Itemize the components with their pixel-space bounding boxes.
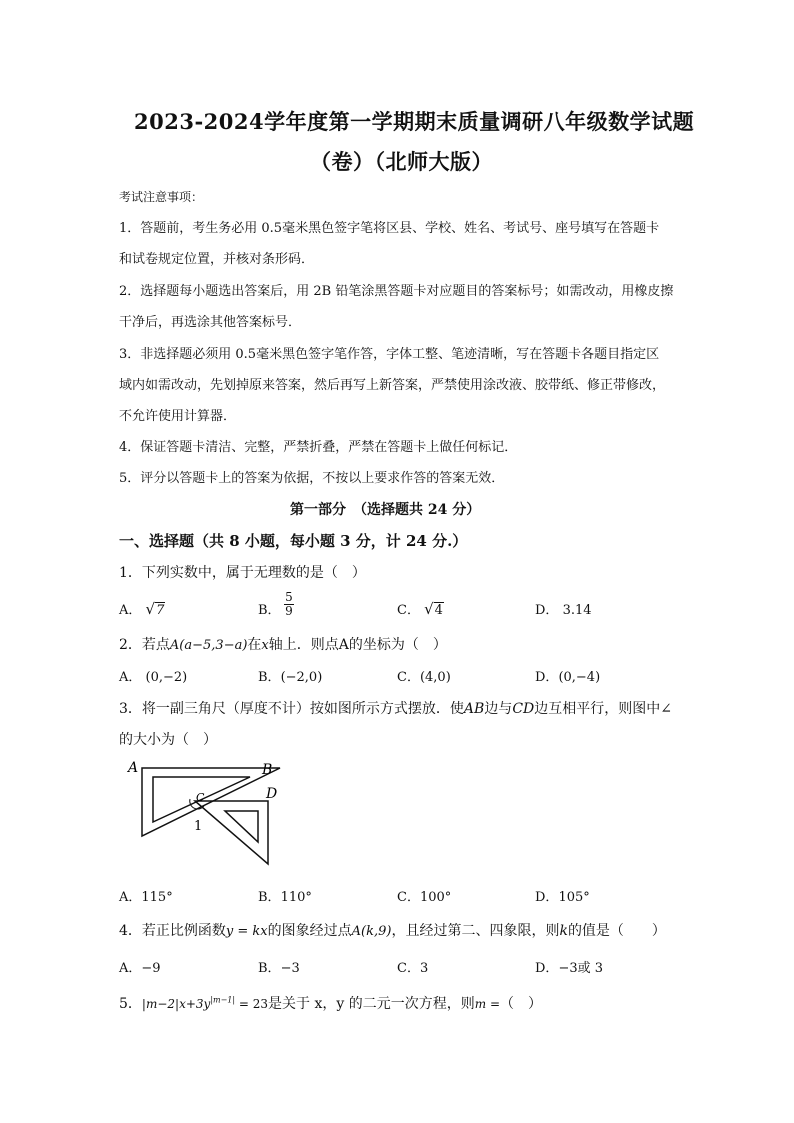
notice-line-6: 域内如需改动，先划掉原来答案，然后再写上新答案，严禁使用涂改液、胶带纸、修正带修改， [119,378,666,393]
q3-option-a-label: A． [119,890,142,905]
q5-text: 是关于 x，y 的二元一次方程，则 [268,996,475,1012]
exam-title-line2: （卷）（北师大版） [310,149,493,174]
big-set-square-outer [142,768,280,836]
q1-option-b-fraction [284,591,294,618]
q1-option-b-denominator: 9 [285,604,293,618]
q3-cd: CD [512,701,535,717]
q2-option-b-label: B． [258,670,281,685]
q3-option-c [397,886,451,905]
q1-option-b-label: B． [258,603,281,618]
q2-option-b-value: (−2,0) [280,670,323,685]
q1-option-d-value: 3.14 [562,603,592,618]
part-one-heading: 第一部分 （选择题共 24 分） [290,502,481,518]
q4-stem-post1: ，且经过第二、四象限，则 [391,923,560,939]
q4-option-b [258,957,300,976]
q3-stem-mid: 边与 [484,701,513,717]
q3-option-d [535,886,590,905]
q4-option-b-value: −3 [280,961,300,976]
q3-option-a [119,886,173,905]
q4-stem-pre: 4．若正比例函数 [119,923,226,939]
notice-line-1: 1．答题前，考生务必用 0.5毫米黑色签字笔将区县、学校、姓名、考试号、座号填写在答题卡 [119,221,660,236]
exam-title-line1: 2023-2024学年度第一学期期末质量调研八年级数学试题 [134,109,695,134]
q4-option-c-value: 3 [419,961,429,976]
q5-number: 5． [119,996,142,1012]
q3-stem-line2: 的大小为（ ） [119,732,217,748]
fig-label-d: D [266,786,278,802]
notice-heading: 考试注意事项： [119,190,204,204]
q2-stem-post: 轴上．则点A的坐标为（ ） [268,637,447,653]
q1-option-c-value: 4 [434,603,443,618]
fig-label-a: A [128,760,139,776]
notice-line-4: 干净后，再选涂其他答案标号． [119,315,302,330]
q4-k: k [559,923,568,939]
q2-stem [119,634,447,654]
q5-m: m = [474,997,501,1011]
notice-line-5: 3．非选择题必须用 0.5毫米黑色签字笔作答，字体工整、笔迹清晰，写在答题卡各题目指定区 [119,347,660,362]
q1-option-a-value: 7 [156,603,165,618]
q2-option-c [397,666,451,685]
q1-option-c [397,599,444,618]
q3-figure [120,756,295,871]
q3-stem-line1 [119,698,672,718]
q4-stem-post2: 的值是（ ） [567,923,666,939]
q2-option-c-value: (4,0) [419,670,451,685]
q4-option-c-label: C． [397,961,420,976]
q4-option-b-label: B． [258,961,281,976]
q4-option-d-value: −3或 3 [558,961,604,976]
q2-stem-pre: 2．若点 [119,637,170,653]
q1-option-c-label: C． [397,603,420,618]
q2-point: A(a−5,3−a) [169,638,248,653]
q3-option-b-value: 110° [280,890,312,905]
q5-paren: （ ） [500,996,543,1012]
q4-option-a-label: A． [119,961,142,976]
q5-equation-rhs: = 23 [235,997,269,1011]
q1-option-a [119,599,165,618]
notice-line-7: 不允许使用计算器． [119,409,237,424]
q5-equation: |m−2|x+3y [141,997,211,1011]
q3-option-b-label: B． [258,890,281,905]
q3-option-a-value: 115° [141,890,173,905]
q1-option-b-numerator: 5 [285,590,293,604]
q3-option-d-label: D． [535,890,559,905]
q3-stem-pre: 3．将一副三角尺（厚度不计）按如图所示方式摆放．使 [119,701,464,717]
notice-line-2: 和试卷规定位置，并核对条形码． [119,252,315,267]
q1-option-a-label: A． [119,603,142,618]
q1-option-d [535,599,592,618]
notice-line-8: 4．保证答题卡清洁、完整，严禁折叠，严禁在答题卡上做任何标记． [119,440,518,455]
small-set-square-inner [225,811,258,842]
q4-option-c [397,957,428,976]
q3-option-c-label: C． [397,890,420,905]
q4-option-d-label: D． [535,961,559,976]
q2-stem-mid: 在 [247,637,262,653]
q3-option-c-value: 100° [419,890,452,905]
q2-option-a-label: A． [119,670,142,685]
q3-option-b [258,886,312,905]
q2-option-d [535,666,600,685]
q1-stem: 1．下列实数中，属于无理数的是（ ） [119,565,366,581]
fig-label-1: 1 [194,819,203,834]
fig-label-b: B [262,762,273,778]
sqrt-sign: √ [424,600,434,618]
q3-stem-post: 边互相平行，则图中∠ [534,701,672,717]
notice-line-9: 5．评分以答题卡上的答案为依据，不按以上要求作答的答案无效． [119,471,505,486]
notice-line-3: 2．选择题每小题选出答案后，用 2B 铅笔涂黑答题卡对应题目的答案标号；如需改动，用橡皮擦 [119,284,674,299]
q2-option-d-value: (0,−4) [558,670,601,685]
q3-ab: AB [463,701,485,717]
q5-stem [119,993,542,1013]
q2-var: x [261,638,269,653]
q2-option-b [258,666,322,685]
q4-option-a-value: −9 [141,961,161,976]
q4-point: A(k,9) [351,924,392,939]
q4-option-d [535,957,603,976]
sqrt-sign: √ [145,600,156,618]
q1-option-d-label: D． [535,603,559,618]
q2-option-c-label: C． [397,670,420,685]
q4-option-a [119,957,161,976]
q4-stem [119,920,666,940]
q3-option-d-value: 105° [558,890,590,905]
section-one-heading: 一、选择题（共 8 小题，每小题 3 分，计 24 分.） [119,532,468,550]
fig-label-c: C [196,791,205,804]
q4-stem-mid: 的图象经过点 [267,923,352,939]
q2-option-a [119,666,187,685]
q5-exponent: |m−1| [210,995,236,1005]
q2-option-a-value: (0,−2) [145,670,188,685]
q2-option-d-label: D． [535,670,559,685]
q4-function: y = kx [225,924,268,939]
